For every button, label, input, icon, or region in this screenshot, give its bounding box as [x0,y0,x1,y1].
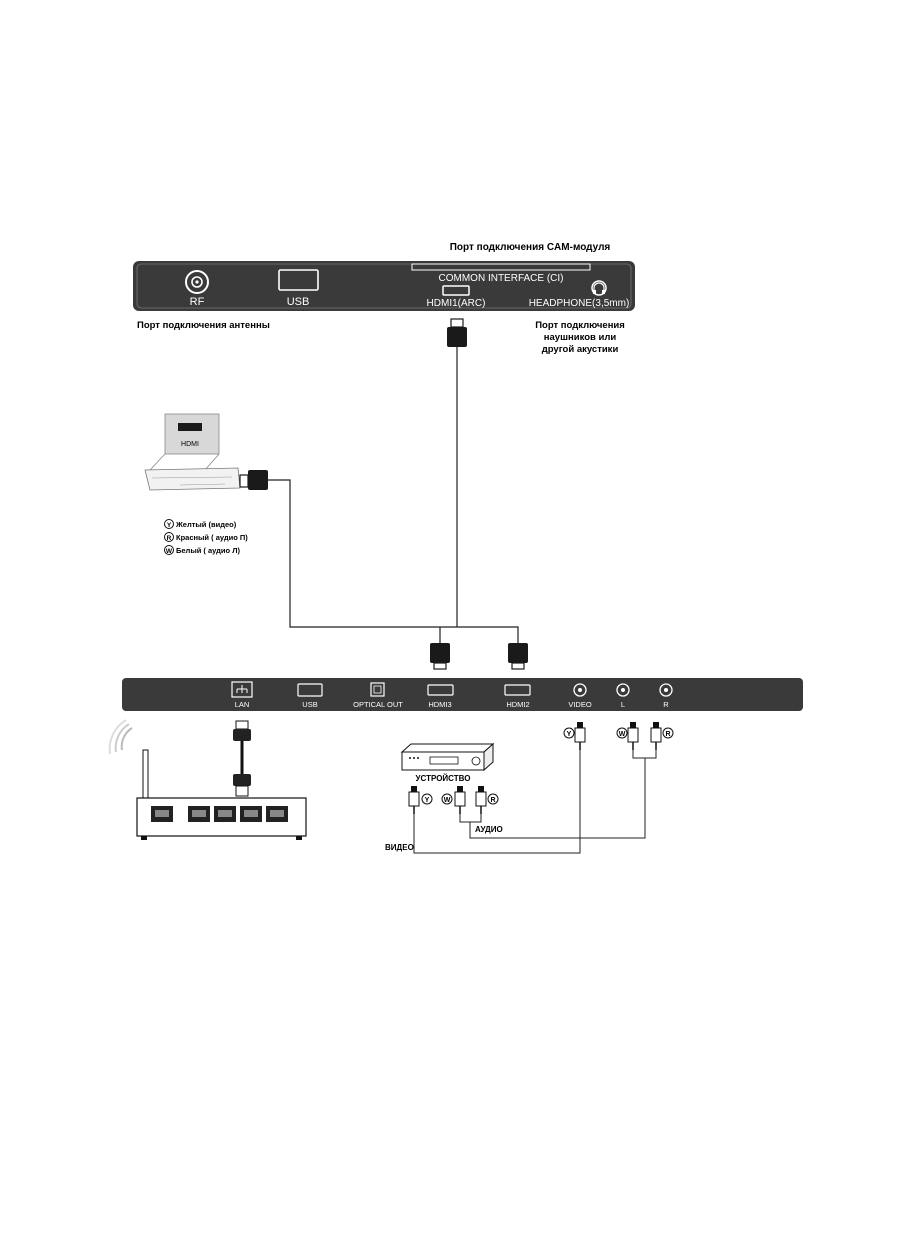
hdmi-source-port-label: HDMI [181,441,199,448]
legend-yellow: Желтый (видео) [176,520,237,529]
hdmi2-label: HDMI2 [506,700,530,709]
device-plug-r: R [490,797,496,804]
ci-label: COMMON INTERFACE (CI) [438,273,564,284]
device-label: УСТРОЙСТВО [415,774,471,783]
device-plug-w: W [443,797,451,804]
router [110,720,306,840]
rf-label: RF [189,296,205,308]
l-label: L [620,700,626,709]
legend-white: Белый ( аудио Л) [176,546,240,555]
hdmi3-plug [430,643,450,669]
color-legend [165,520,249,556]
lan-label: LAN [234,700,250,709]
hdmi-source-device [145,414,240,490]
video-label: VIDEO [568,700,592,709]
usb-label-bottom: USB [302,700,318,709]
legend-r-symbol: R [166,535,172,542]
antenna-note: Порт подключения антенны [137,320,270,331]
video-cable-label: ВИДЕО [385,843,414,852]
hdmi-cable-plug-top [447,319,467,347]
tv-plug-w: W [618,731,626,738]
tv-plug-y: Y [566,731,572,738]
lan-cable [233,721,251,796]
tv-plug-r: R [665,731,671,738]
audio-label: АУДИО [475,825,503,834]
hdmi3-label: HDMI3 [428,700,452,709]
hdmi-source-cable [268,480,518,643]
headphone-note-line3: другой акустики [541,344,619,355]
headphone-note-line1: Порт подключения [535,320,625,331]
headphone-note-line2: наушников или [543,332,617,343]
hdmi-port-icon [178,423,202,431]
hdmi-cable-plug-source [240,470,268,490]
legend-red: Красный ( аудио П) [176,533,248,542]
headphone-label: HEADPHONE(3,5mm) [528,298,630,309]
usb-label-top: USB [286,296,310,308]
av-device [402,744,493,770]
device-plug-y: Y [424,797,430,804]
legend-y-symbol: Y [166,522,172,529]
legend-w-symbol: W [165,548,173,555]
optical-label: OPTICAL OUT [353,700,403,709]
hdmi2-plug [508,643,528,669]
hdmi1-label: HDMI1(ARC) [426,298,486,309]
r-label: R [663,700,669,709]
cam-note: Порт подключения CAM-модуля [449,242,611,253]
bottom-port-panel [122,678,803,711]
